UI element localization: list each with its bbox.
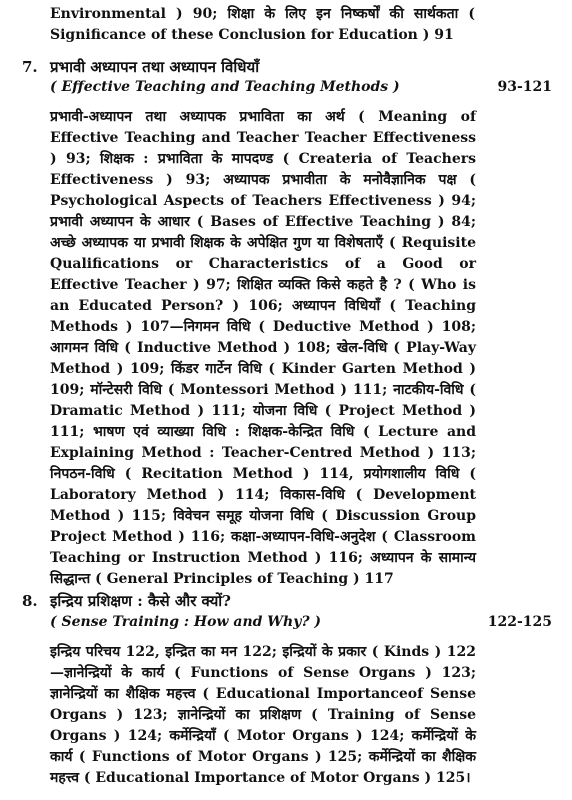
chapter-title-english: ( Effective Teaching and Teaching Methods ): [50, 79, 400, 95]
chapter-number: 7.: [22, 58, 38, 76]
chapter-title-hindi: प्रभावी अध्यापन तथा अध्यापन विधियाँ: [50, 58, 260, 76]
chapter-contents: प्रभावी-अध्यापन तथा अध्यापक प्रभाविता का अर्थ ( Meaning of Effective Teaching and Teacher Teacher Effectiveness ) 93; शिक्षक : प्रभाविता के मापदण्ड ( Createria of Teachers Effectiveness ) 93; अध्यापक प्रभावीता के मनोवैज्ञानिक पक्ष ( Psychological Aspects of Teachers Effectiveness ) 94; प्रभावी अध्यापन के आधार ( Bases of Effective Teaching ) 84; अच्छे अध्यापक या प्रभावी शिक्षक के अपेक्षित गुण या विशेषताएँ ( Requisite Qualifications or Characteristics of a Good or Effective Teacher ) 97; शिक्षित व्यक्ति किसे कहते है ? ( Who is an Educated Person? ) 106; अध्यापन विधियाँ ( Teaching Methods ) 107—निगमन विधि ( Deductive Method ) 108; आगमन विधि ( Inductive Method ) 108; खेल-विधि ( Play-Way Method ) 109; किंडर गार्टेन विधि ( Kinder Garten Method ) 109; मॉन्टेसरी विधि ( Montessori Method ) 111; नाटकीय-विधि ( Dramatic Method ) 111; योजना विधि ( Project Method ) 111; भाषण एवं व्याख्या विधि : शिक्षक-केन्द्रित विधि ( Lecture and Explaining Method : Teacher-Centred Method ) 113; निपठन-विधि ( Recitation Method ) 114, प्रयोगशालीय विधि ( Laboratory Method ) 114; विकास-विधि ( Development Method ) 115; विवेचन समूह योजना विधि ( Discussion Group Project Method ) 116; कक्षा-अध्यापन-विधि-अनुदेश ( Classroom Teaching or Instruction Method ) 116; अध्यापन के सामान्य सिद्धान्त ( General Principles of Teaching ) 117: [50, 109, 476, 587]
chapter-title-english: ( Sense Training : How and Why? ): [50, 614, 322, 630]
chapter-number: 8.: [22, 592, 38, 610]
chapter-page-range: 122-125: [487, 614, 552, 630]
chapter-page-range: 93-121: [497, 79, 552, 95]
chapter-contents: इन्द्रिय परिचय 122, इन्द्रित का मन 122; इन्द्रियों के प्रकार ( Kinds ) 122—ज्ञानेन्द्रियों के कार्य ( Functions of Sense Organs ) 123; ज्ञानेन्द्रियों का शैक्षिक महत्त्व ( Educational Importanceof Sense Organs ) 123; ज्ञानेन्द्रियों का प्रशिक्षण ( Training of Sense Organs ) 124; कर्मेन्द्रियाँ ( Motor Organs ) 124; कर्मेन्द्रियों के कार्य ( Functions of Motor Organs ) 125; कर्मेन्द्रियों का शैक्षिक महत्त्व ( Educational Importance of Motor Organs ) 125।: [50, 644, 476, 786]
continuation-text: Environmental ) 90; शिक्षा के लिए इन निष्कर्षों की सार्थकता ( Significance of these Conclusion for Education ) 91: [50, 6, 475, 43]
chapter-title-hindi: इन्द्रिय प्रशिक्षण : कैसे और क्यों?: [50, 592, 231, 610]
